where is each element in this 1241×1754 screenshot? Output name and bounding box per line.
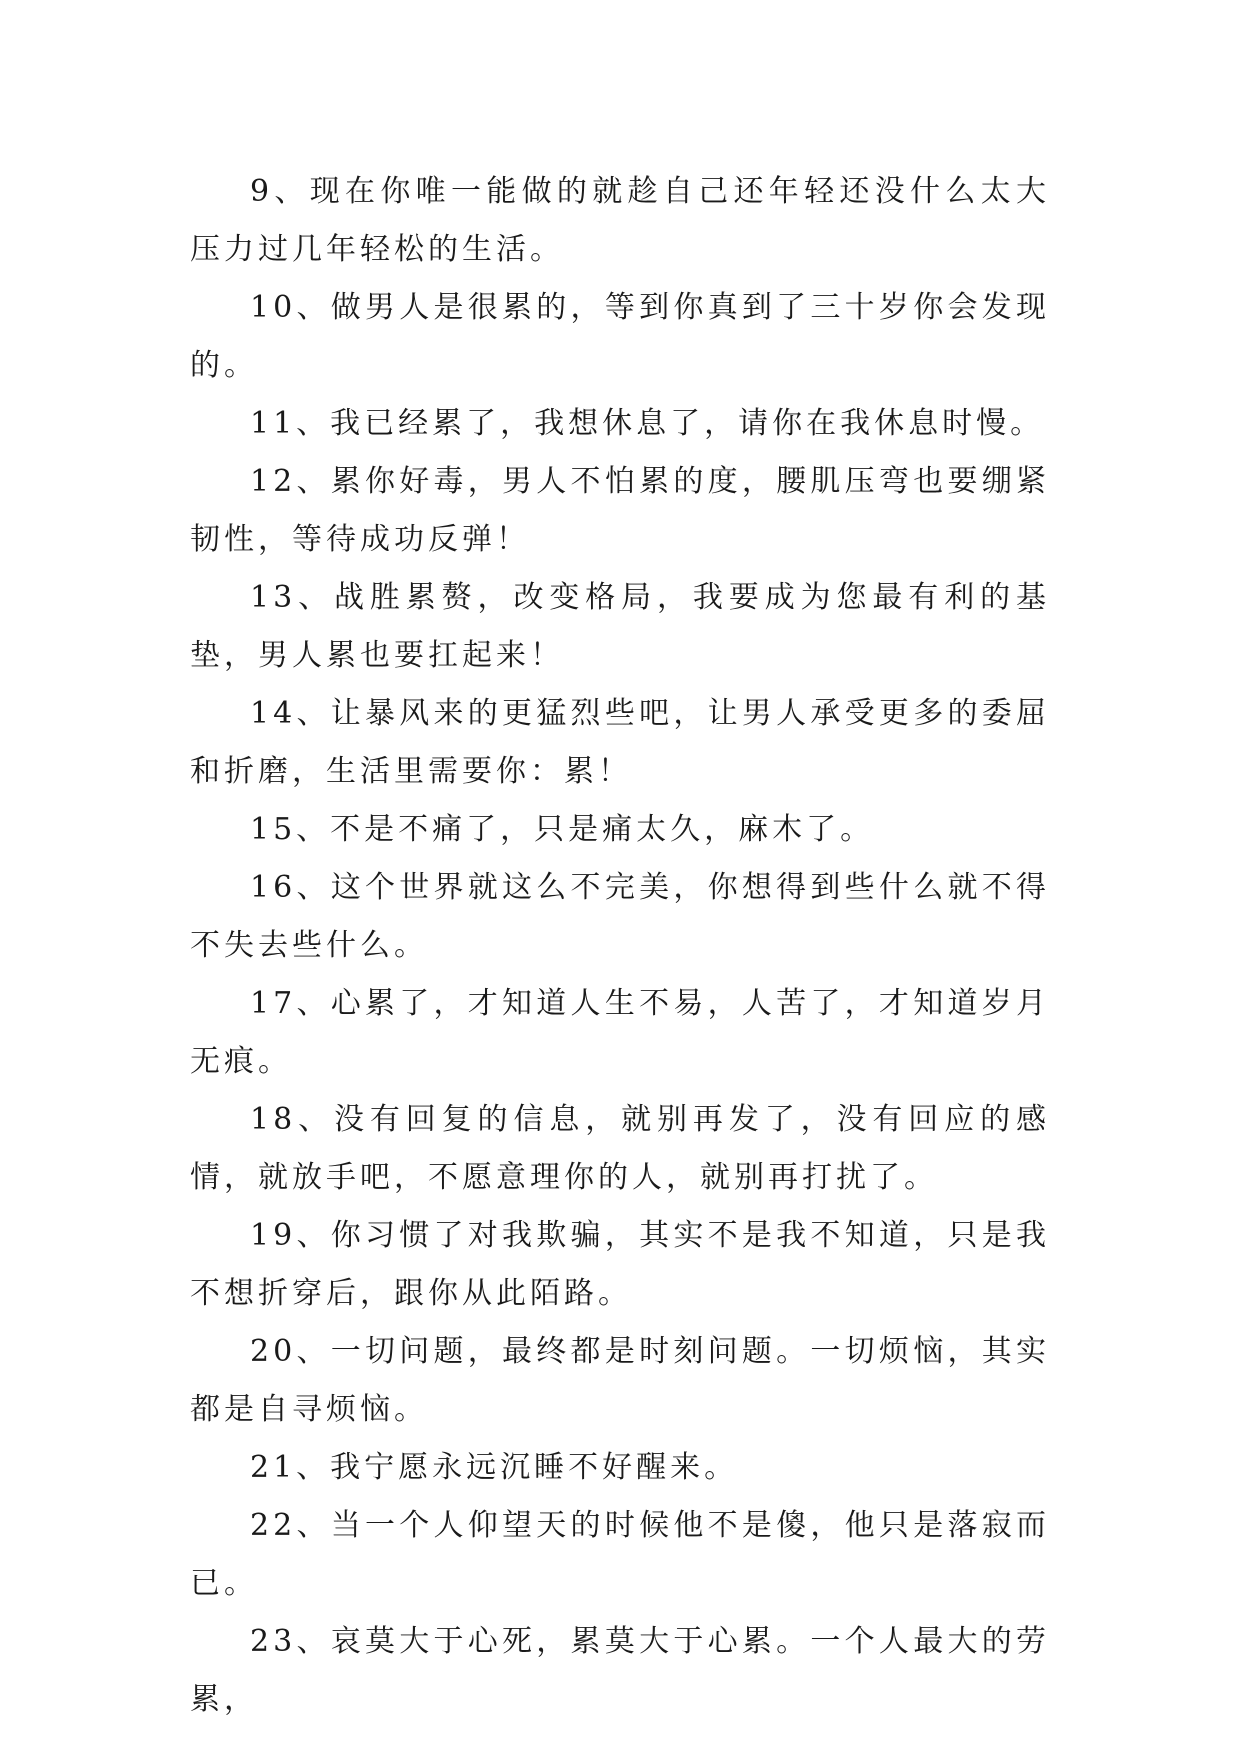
paragraph-10: 10、做男人是很累的，等到你真到了三十岁你会发现的。 xyxy=(190,290,1050,383)
paragraph-13: 13、战胜累赘，改变格局，我要成为您最有利的基垫，男人累也要扛起来！ xyxy=(190,580,1050,673)
document-body xyxy=(190,163,1050,1729)
paragraph-12: 12、累你好毒，男人不怕累的度，腰肌压弯也要绷紧韧性，等待成功反弹！ xyxy=(190,464,1050,557)
paragraph-9: 9、现在你唯一能做的就趁自己还年轻还没什么太大压力过几年轻松的生活。 xyxy=(190,174,1050,267)
paragraph-15: 15、不是不痛了，只是痛太久，麻木了。 xyxy=(250,812,875,847)
paragraph-19: 19、你习惯了对我欺骗，其实不是我不知道，只是我不想折穿后，跟你从此陌路。 xyxy=(190,1218,1050,1311)
paragraph-16: 16、这个世界就这么不完美，你想得到些什么就不得不失去些什么。 xyxy=(190,870,1050,963)
paragraph-11: 11、我已经累了，我想休息了，请你在我休息时慢。 xyxy=(250,406,1045,441)
paragraph-20: 20、一切问题，最终都是时刻问题。一切烦恼，其实都是自寻烦恼。 xyxy=(190,1334,1050,1427)
paragraph-18: 18、没有回复的信息，就别再发了，没有回应的感情，就放手吧，不愿意理你的人，就别再打扰了。 xyxy=(190,1102,1050,1195)
paragraph-23: 23、哀莫大于心死，累莫大于心累。一个人最大的劳累， xyxy=(190,1624,1050,1717)
paragraph-22: 22、当一个人仰望天的时候他不是傻，他只是落寂而已。 xyxy=(190,1508,1050,1601)
paragraph-14: 14、让暴风来的更猛烈些吧，让男人承受更多的委屈和折磨，生活里需要你：累！ xyxy=(190,696,1050,789)
paragraph-17: 17、心累了，才知道人生不易，人苦了，才知道岁月无痕。 xyxy=(190,986,1050,1079)
paragraph-21: 21、我宁愿永远沉睡不好醒来。 xyxy=(250,1450,739,1485)
